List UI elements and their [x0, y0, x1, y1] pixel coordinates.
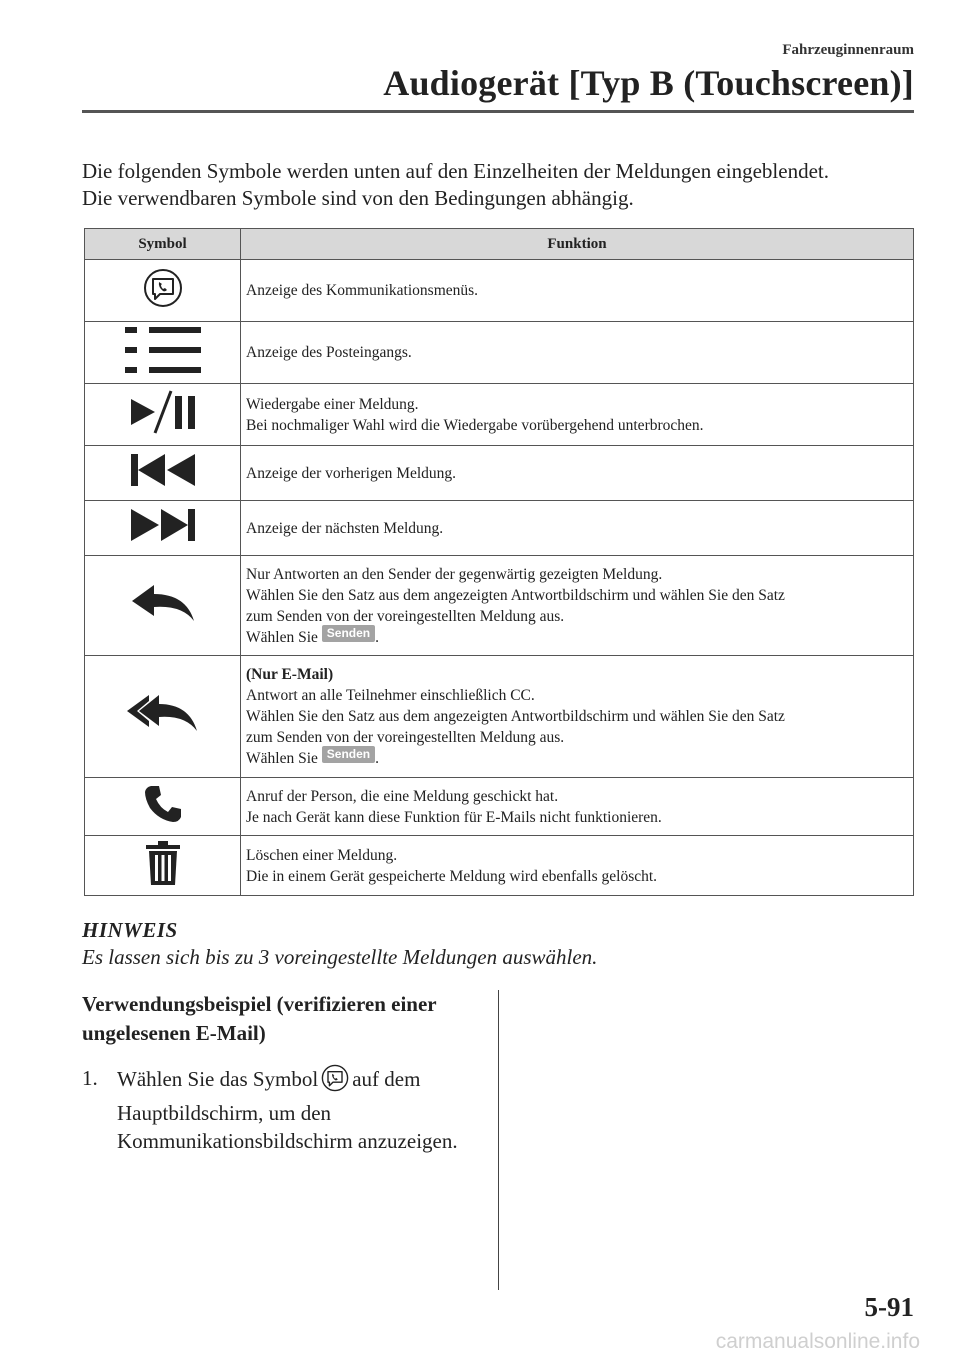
table-row [85, 778, 914, 836]
step-item [82, 1064, 492, 1155]
table-row [85, 446, 914, 501]
note-text: Es lassen sich bis zu 3 voreingestellte Meldungen auswählen. [82, 945, 598, 969]
page-number: 5-91 [864, 1292, 914, 1322]
select-line [246, 748, 909, 769]
symbol-cell [85, 556, 241, 656]
communication-icon [321, 1064, 349, 1099]
symbol-cell [85, 446, 241, 501]
select-suffix: . [375, 628, 379, 646]
function-text: Wiedergabe einer Meldung. [246, 395, 419, 413]
note-heading: HINWEIS [82, 918, 178, 942]
table-row [85, 556, 914, 656]
function-text: Anzeige der vorherigen Meldung. [246, 464, 457, 482]
select-suffix: . [375, 750, 379, 767]
symbol-cell [85, 260, 241, 322]
function-text: Antwort an alle Teilnehmer einschließlich CC. [246, 687, 535, 704]
select-prefix: Wählen Sie [246, 628, 318, 646]
header-rule [82, 110, 914, 113]
function-cell [241, 384, 914, 446]
function-text: Nur Antworten an den Sender der gegenwärtig gezeigten Meldung. [246, 565, 663, 583]
function-cell [241, 260, 914, 322]
select-prefix: Wählen Sie [246, 750, 318, 767]
next-icon [129, 530, 197, 547]
symbol-table [84, 228, 914, 896]
intro-line: Die verwendbaren Symbole sind von den Bedingungen abhängig. [82, 186, 634, 210]
symbol-cell [85, 778, 241, 836]
symbol-cell [85, 384, 241, 446]
symbol-cell [85, 322, 241, 384]
function-text: Wählen Sie den Satz aus dem angezeigten Antwortbildschirm und wählen Sie den Satz [246, 586, 785, 604]
function-text: Die in einem Gerät gespeicherte Meldung wird ebenfalls gelöscht. [246, 867, 658, 885]
function-cell [241, 322, 914, 384]
column-divider [498, 990, 499, 1290]
function-text: Wählen Sie den Satz aus dem angezeigten Antwortbildschirm und wählen Sie den Satz [246, 708, 785, 725]
function-text: Anzeige der nächsten Meldung. [246, 519, 444, 537]
trash-icon [144, 873, 182, 890]
function-heading: (Nur E-Mail) [246, 666, 334, 683]
list-icon [123, 362, 203, 379]
step-text-before: Wählen Sie das Symbol [117, 1067, 319, 1091]
table-row [85, 656, 914, 778]
table-row [85, 501, 914, 556]
function-text: Bei nochmaliger Wahl wird die Wiedergabe vorübergehend unterbrochen. [246, 416, 704, 434]
header-section-label: Fahrzeuginnenraum [782, 42, 914, 58]
symbol-cell [85, 836, 241, 896]
function-text: zum Senden von der voreingestellten Meldung aus. [246, 607, 565, 625]
step-number: 1. [82, 1066, 98, 1090]
table-row [85, 322, 914, 384]
function-cell [241, 656, 914, 778]
intro-line: Die folgenden Symbole werden unten auf den Einzelheiten der Meldungen eingeblendet. [82, 159, 829, 183]
reply-all-icon [125, 722, 201, 739]
table-row [85, 260, 914, 322]
function-text: Anruf der Person, die eine Meldung geschickt hat. [246, 787, 559, 805]
senden-button: Senden [322, 625, 375, 642]
watermark: carmanualsonline.info [715, 1330, 920, 1353]
header-function: Funktion [241, 229, 914, 260]
function-text: Anzeige des Kommunikationsmenüs. [246, 282, 479, 299]
step-body [117, 1064, 492, 1155]
symbol-cell [85, 656, 241, 778]
header-symbol: Symbol [85, 229, 241, 260]
function-cell [241, 778, 914, 836]
phone-icon [143, 811, 183, 828]
table-row [85, 836, 914, 896]
senden-button: Senden [322, 746, 375, 763]
select-line [246, 627, 909, 648]
step-text-after: auf dem Hauptbildschirm, um den Kommunikationsbildschirm anzuzeigen. [117, 1067, 458, 1153]
page-title: Audiogerät [Typ B (Touchscreen)] [383, 63, 914, 103]
example-heading: Verwendungsbeispiel (verifizieren einer ungelesenen E-Mail) [82, 992, 437, 1045]
function-text: Anzeige des Posteingangs. [246, 344, 412, 361]
reply-icon [128, 610, 198, 627]
table-row [85, 384, 914, 446]
function-text: zum Senden von der voreingestellten Meldung aus. [246, 729, 565, 746]
function-cell [241, 836, 914, 896]
table-header-row [85, 229, 914, 260]
function-text: Je nach Gerät kann diese Funktion für E-Mails nicht funktionieren. [246, 808, 662, 826]
intro-text [82, 158, 922, 212]
previous-icon [129, 475, 197, 492]
function-text: Löschen einer Meldung. [246, 846, 398, 864]
function-cell [241, 501, 914, 556]
play-pause-icon [127, 424, 199, 441]
symbol-cell [85, 501, 241, 556]
function-cell [241, 556, 914, 656]
communication-icon [143, 295, 183, 312]
function-cell [241, 446, 914, 501]
